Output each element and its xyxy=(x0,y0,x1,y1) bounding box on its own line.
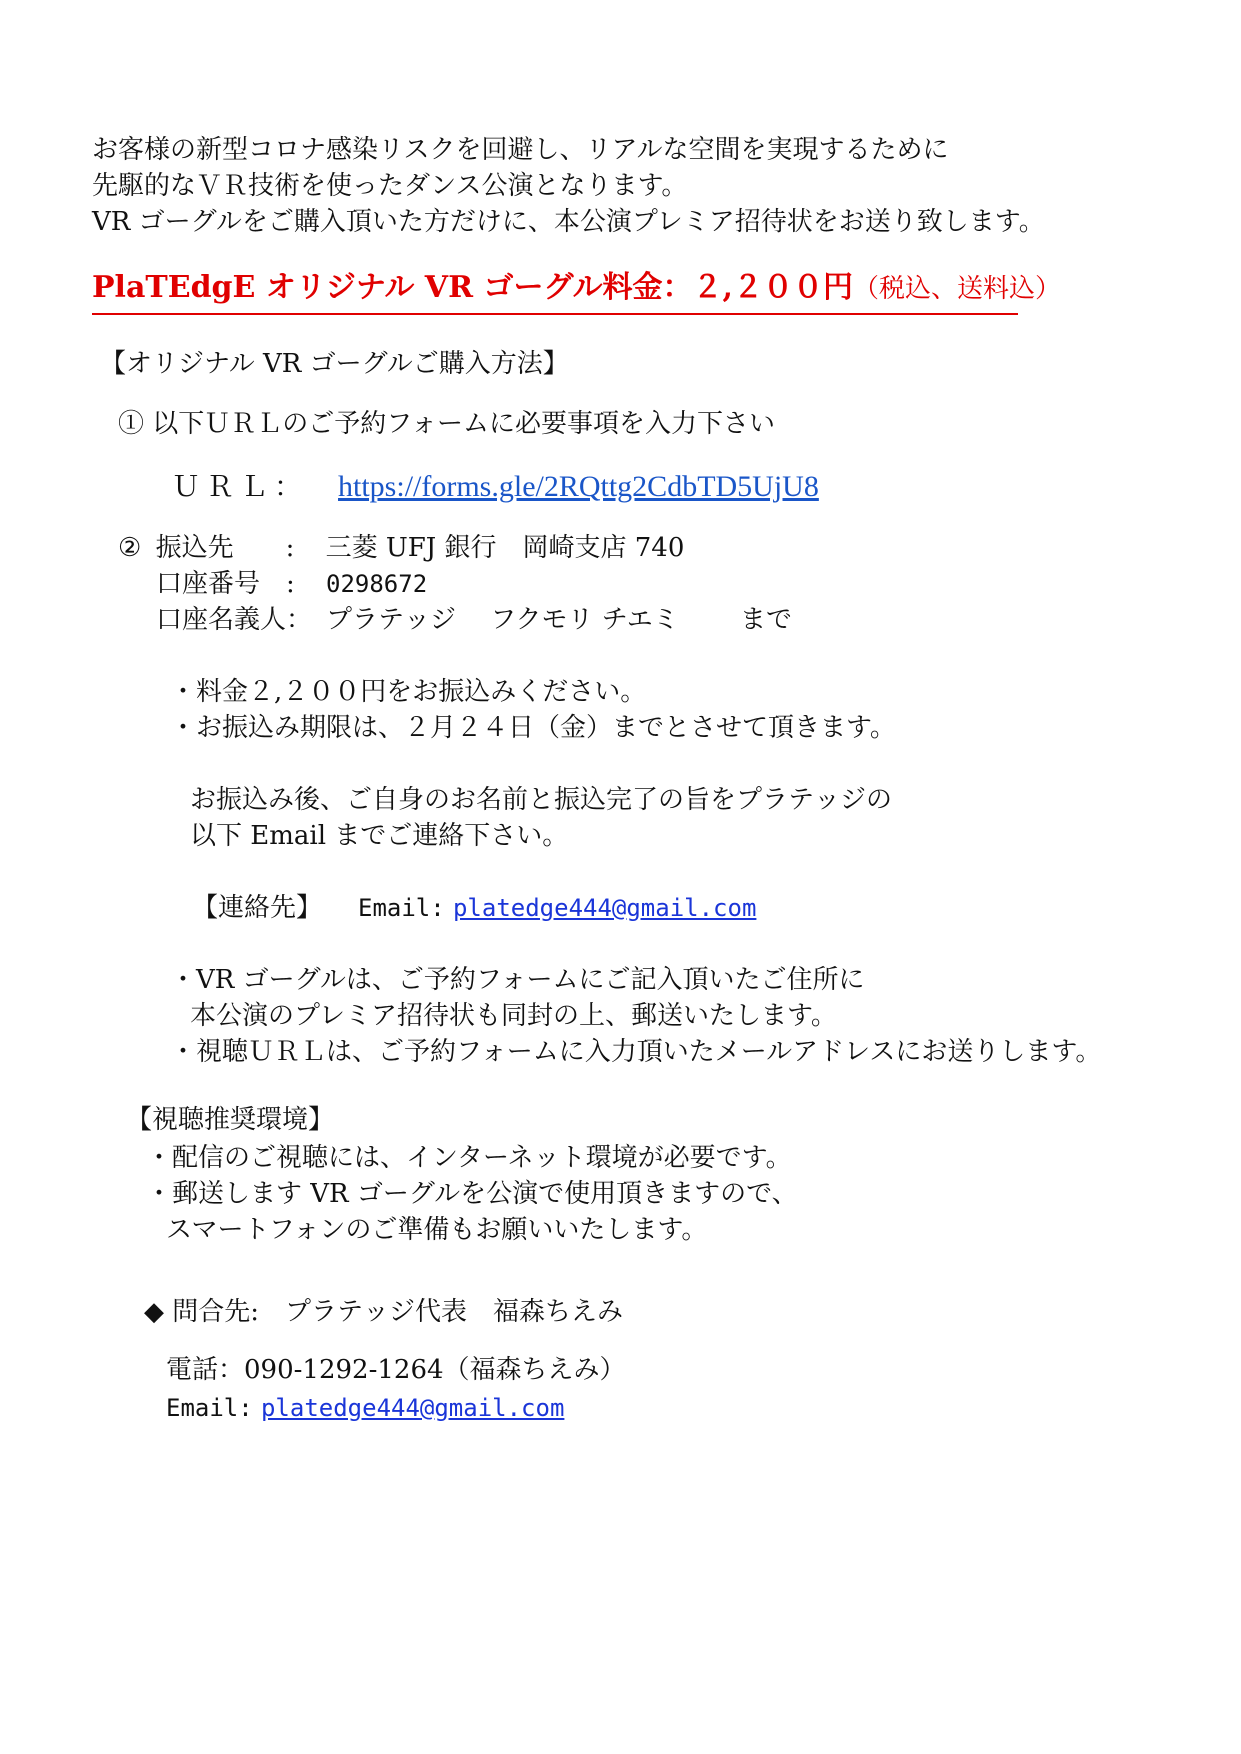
account-name-row xyxy=(156,602,792,638)
environment-heading: 【視聴推奨環境】 xyxy=(126,1105,335,1135)
after-payment-1: お振込み後、ご自身のお名前と振込完了の旨をプラテッジの xyxy=(190,785,893,815)
step-2-marker: ② xyxy=(118,533,142,563)
shipping-2: 本公演のプレミア招待状も同封の上、郵送いたします。 xyxy=(190,1001,837,1031)
bank-row xyxy=(118,530,684,566)
environment-line-2: ・郵送します VR ゴーグルを公演で使用頂きますので、 xyxy=(146,1179,798,1209)
step-1: ① 以下ＵＲＬのご予約フォームに必要事項を入力下さい xyxy=(118,409,775,439)
intro-line-3: VR ゴーグルをご購入頂いた方だけに、本公演プレミア招待状をお送り致します。 xyxy=(92,207,1045,237)
shipping-1: ・VR ゴーグルは、ご予約フォームにご記入頂いたご住所に xyxy=(170,965,865,995)
contact-email-label: Email: xyxy=(358,894,445,922)
inquiry-heading: ◆ 問合先: プラテッジ代表 福森ちえみ xyxy=(144,1297,624,1327)
contact-email-link[interactable]: platedge444@gmail.com xyxy=(452,894,757,922)
note-deadline: ・お振込み期限は、２月２４日（金）までとさせて頂きます。 xyxy=(170,713,896,743)
inquiry-email-link[interactable]: platedge444@gmail.com xyxy=(260,1394,565,1422)
account-number-label: 口座番号 xyxy=(156,569,261,599)
price-heading xyxy=(92,266,1062,315)
bank-colon: : xyxy=(285,533,295,563)
intro-line-2: 先駆的なＶＲ技術を使ったダンス公演となります。 xyxy=(92,171,688,201)
price-tax-note: （税込、送料込） xyxy=(853,274,1062,304)
url-label: ＵＲＬ： xyxy=(172,470,309,503)
intro-line-1: お客様の新型コロナ感染リスクを回避し、リアルな空間を実現するために xyxy=(92,135,949,165)
purchase-heading: 【オリジナル VR ゴーグルご購入方法】 xyxy=(100,349,569,379)
inquiry-email-label: Email: xyxy=(166,1394,253,1422)
account-name-label: 口座名義人： xyxy=(156,605,313,635)
price-main: PlaTEdgE オリジナル VR ゴーグル料金：２,２００円 xyxy=(92,270,853,305)
contact-row xyxy=(192,890,756,926)
account-number: 0298672 xyxy=(326,570,428,598)
after-payment-2: 以下 Email までご連絡下さい。 xyxy=(190,821,569,851)
contact-label: 【連絡先】 xyxy=(192,893,323,923)
inquiry-email-row xyxy=(166,1390,564,1426)
url-row xyxy=(172,466,819,509)
account-number-row xyxy=(156,566,427,602)
environment-line-3: スマートフォンのご準備もお願いいたします。 xyxy=(166,1215,708,1245)
reservation-form-link[interactable]: https://forms.gle/2RQttg2CdbTD5UjU8 xyxy=(338,470,819,503)
note-fee: ・料金２,２００円をお振込みください。 xyxy=(170,677,647,707)
shipping-3: ・視聴ＵＲＬは、ご予約フォームに入力頂いたメールアドレスにお送りします。 xyxy=(170,1037,1102,1067)
environment-line-1: ・配信のご視聴には、インターネット環境が必要です。 xyxy=(146,1143,792,1173)
inquiry-phone: 電話：090-1292-1264（福森ちえみ） xyxy=(166,1355,626,1385)
until-text: まで xyxy=(740,605,793,635)
bank-value: 三菱 UFJ 銀行 岡崎支店 740 xyxy=(325,533,685,563)
account-number-colon: : xyxy=(286,569,295,599)
account-name: プラテッジ フクモリ チエミ xyxy=(326,605,679,635)
bank-label: 振込先 xyxy=(155,533,234,563)
